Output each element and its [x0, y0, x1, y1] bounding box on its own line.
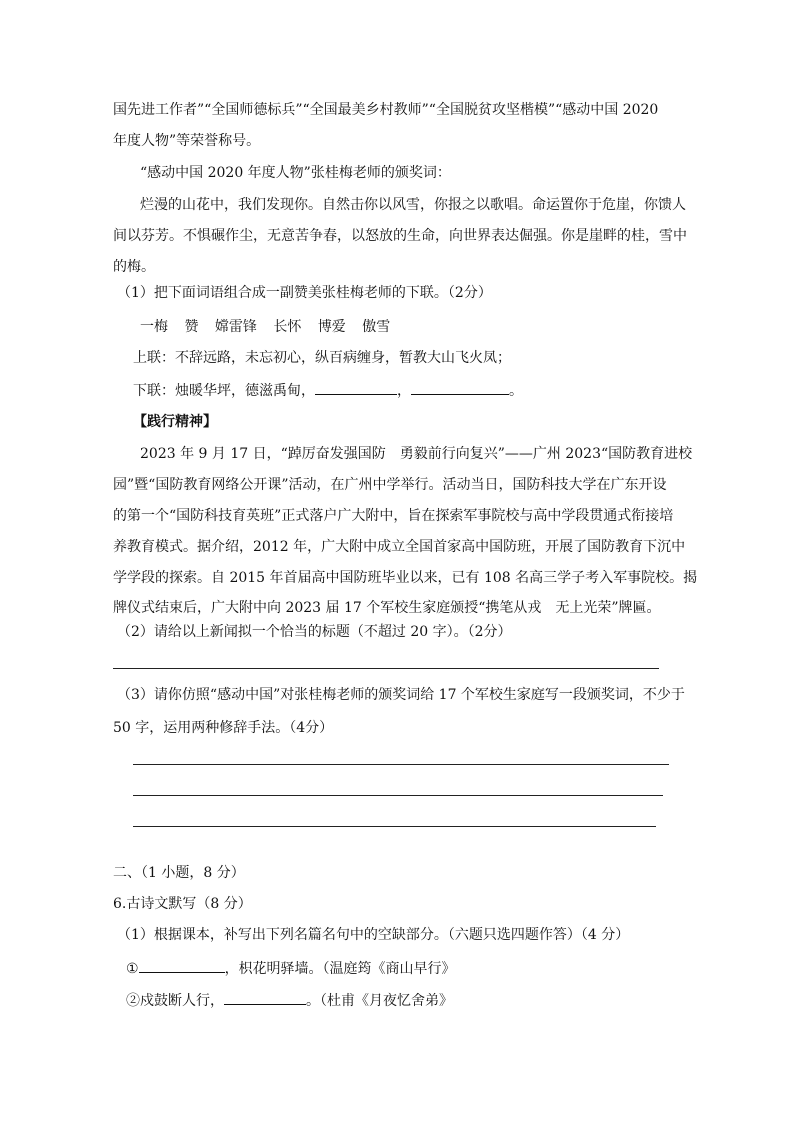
recitation-item-1 — [126, 958, 456, 979]
news-line-3: 的第一个“国防科技育英班”正式落户广大附中，旨在探索军事院校与高中学段贯通式衔接培 — [113, 508, 674, 524]
q1-lower-couplet — [133, 380, 523, 401]
award-heading: “感动中国 2020 年度人物”张桂梅老师的颁奖词： — [140, 165, 451, 181]
award-line-1: 烂漫的山花中，我们发现你。自然击你以风雪，你报之以歌唱。命运置你于危崖，你馈人 — [140, 197, 686, 213]
q3-answer-line-2[interactable] — [133, 795, 663, 796]
word-6: 傲雪 — [362, 319, 391, 335]
part2-header: 二、（1 小题，8 分） — [113, 865, 245, 881]
q6-instructions: （1）根据课本，补写出下列名篇名句中的空缺部分。（六题只选四题作答）（4 分） — [117, 927, 630, 943]
item-2-prefix: ②戍鼓断人行， — [126, 993, 224, 1009]
q1-prompt: （1）把下面词语组合成一副赞美张桂梅老师的下联。（2分） — [117, 285, 492, 301]
q2-prompt: （2）请给以上新闻拟一个恰当的标题（不超过 20 字）。（2分） — [117, 624, 512, 640]
intro-line-1: 国先进工作者”“全国师德标兵”“全国最美乡村教师”“全国脱贫攻坚楷模”“感动中国 2020 — [113, 102, 659, 118]
award-line-3: 的梅。 — [113, 259, 155, 275]
word-4: 长怀 — [273, 319, 302, 335]
item-1-text: ，枳花明驿墙。（温庭筠《商山早行》 — [224, 961, 456, 977]
word-3: 嫦雷锋 — [214, 319, 257, 335]
q3-line-1: （3）请你仿照“感动中国”对张桂梅老师的颁奖词给 17 个军校生家庭写一段颁奖词，不少于 — [117, 687, 685, 703]
word-2: 赞 — [184, 319, 199, 335]
recitation-blank-2[interactable] — [224, 990, 306, 1005]
recitation-blank-1[interactable] — [139, 958, 225, 973]
q6-title: 6.古诗文默写（8 分） — [113, 896, 252, 912]
news-line-2: 园”暨“国防教育网络公开课”活动，在广州中学举行。活动当日，国防科技大学在广东开设 — [113, 477, 667, 493]
intro-line-2: 年度人物”等荣誉称号。 — [113, 133, 261, 149]
q1-word-list — [140, 317, 390, 337]
item-1-number: ① — [126, 961, 139, 977]
lower-couplet-period: 。 — [509, 383, 523, 399]
news-line-5: 学学段的探索。自 2015 年首届高中国防班毕业以来，已有 108 名高三学子考入军事院校。揭 — [113, 570, 698, 586]
answer-blank-1[interactable] — [315, 380, 397, 395]
section-title: 【践行精神】 — [133, 414, 217, 430]
recitation-item-2 — [126, 990, 453, 1011]
q2-answer-line[interactable] — [113, 668, 659, 669]
news-line-6: 牌仪式结束后，广大附中向 2023 届 17 个军校生家庭颁授“携笔从戎 无上光荣”牌匾。 — [113, 600, 661, 616]
q3-line-2: 50 字，运用两种修辞手法。（4分） — [113, 720, 334, 736]
answer-blank-2[interactable] — [411, 380, 509, 395]
word-1: 一梅 — [140, 319, 168, 335]
q1-upper-couplet: 上联：不辞远路，未忘初心，纵百病缠身，暂教大山飞火凤； — [133, 350, 511, 366]
lower-couplet-comma: ， — [397, 383, 411, 399]
lower-couplet-prefix: 下联：烛暖华坪，德滋禹甸， — [133, 383, 315, 399]
award-line-2: 间以芬芳。不惧碾作尘，无意苦争春，以怒放的生命，向世界表达倔强。你是崖畔的桂，雪中 — [113, 228, 687, 244]
item-2-text: 。（杜甫《月夜忆舍弟》 — [306, 993, 453, 1009]
word-5: 博爱 — [317, 319, 346, 335]
q3-answer-line-1[interactable] — [133, 764, 669, 765]
news-line-1: 2023 年 9 月 17 日，“踔厉奋发强国防 勇毅前行向复兴”——广州 2023“国防教育进校 — [140, 446, 693, 462]
q3-answer-line-3[interactable] — [133, 826, 656, 827]
news-line-4: 养教育模式。据介绍，2012 年，广大附中成立全国首家高中国防班，开展了国防教育下沉中 — [113, 539, 686, 555]
